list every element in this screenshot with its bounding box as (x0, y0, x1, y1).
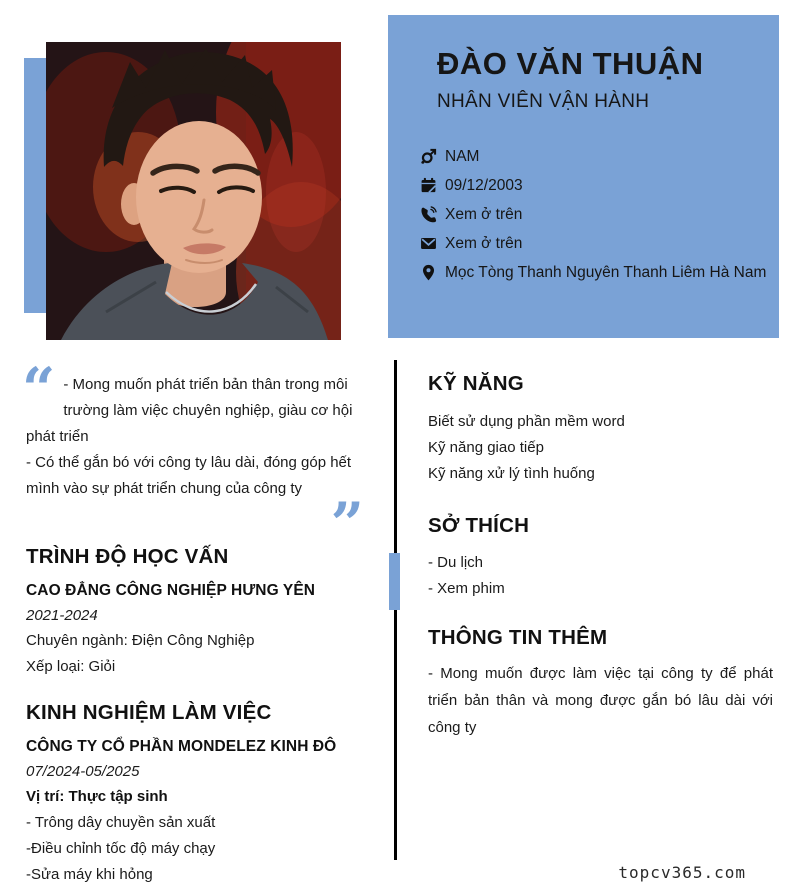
calendar-icon (420, 177, 437, 194)
additional-info-section (428, 626, 773, 741)
experience-duty-list (26, 810, 368, 888)
additional-info-text: - Mong muốn được làm việc tại công ty để phát triển bản thân và mong được gắn bó lâu dài với công ty (428, 665, 773, 736)
contact-email-text: Xem ở trên (445, 234, 523, 252)
experience-duty: -Sửa máy khi hỏng (26, 866, 153, 883)
contact-gender (420, 142, 771, 171)
right-column (428, 372, 773, 741)
skills-section (428, 372, 773, 487)
education-grade: Xếp loại: Giỏi (26, 658, 116, 675)
open-quote-icon: “ (22, 355, 56, 423)
hobby-item: - Xem phim (428, 580, 505, 597)
divider-accent-bar (389, 553, 400, 610)
experience-section (26, 701, 368, 888)
gender-icon (420, 148, 437, 165)
quote-line-1: - Mong muốn phát triển bản thân trong môi trường làm việc chuyên nghiệp, giàu cơ hội phát triển (26, 376, 353, 445)
location-icon (420, 264, 437, 281)
hobbies-list (428, 550, 773, 602)
profile-photo-illustration (46, 42, 341, 340)
experience-duty: - Trông dây chuyền sản xuất (26, 814, 216, 831)
person-name: ĐÀO VĂN THUẬN (437, 46, 704, 81)
contact-birthdate-text: 09/12/2003 (445, 176, 523, 194)
skill-item: Biết sử dụng phần mềm word (428, 413, 625, 430)
column-divider (394, 360, 397, 860)
skill-item: Kỹ năng xử lý tình huống (428, 465, 595, 482)
hobbies-heading: SỞ THÍCH (428, 514, 530, 537)
contact-birthdate (420, 171, 771, 200)
experience-heading: KINH NGHIỆM LÀM VIỆC (26, 701, 272, 724)
header-panel (388, 15, 779, 338)
education-heading: TRÌNH ĐỘ HỌC VẤN (26, 545, 229, 568)
job-title: NHÂN VIÊN VẬN HÀNH (437, 91, 650, 112)
contact-address (420, 258, 771, 287)
contact-phone-text: Xem ở trên (445, 205, 523, 223)
education-school: CAO ĐẲNG CÔNG NGHIỆP HƯNG YÊN (26, 582, 316, 599)
education-years: 2021-2024 (26, 607, 98, 624)
hobby-item: - Du lịch (428, 554, 484, 571)
education-section (26, 545, 368, 680)
experience-company: CÔNG TY CỔ PHẦN MONDELEZ KINH ĐÔ (26, 738, 337, 755)
contact-gender-text: NAM (445, 147, 480, 165)
education-major: Chuyên ngành: Điện Công Nghiệp (26, 632, 255, 649)
hobbies-section (428, 514, 773, 602)
quote-line-2: - Có thể gắn bó với công ty lâu dài, đóng góp hết mình vào sự phát triển chung của công ty (26, 454, 352, 497)
phone-icon (420, 206, 437, 223)
skills-list (428, 409, 773, 487)
watermark: topcv365.com (618, 863, 746, 882)
experience-position: Vị trí: Thực tập sinh (26, 788, 168, 805)
contact-email (420, 229, 771, 258)
contact-list (420, 142, 771, 287)
contact-address-text: Mọc Tòng Thanh Nguyên Thanh Liêm Hà Nam (445, 263, 767, 281)
email-icon (420, 235, 437, 252)
skill-item: Kỹ năng giao tiếp (428, 439, 544, 456)
experience-duty: -Điều chỉnh tốc độ máy chạy (26, 840, 216, 857)
experience-period: 07/2024-05/2025 (26, 763, 140, 780)
skills-heading: KỸ NĂNG (428, 372, 524, 395)
left-column (22, 355, 368, 888)
close-quote-icon: ” (330, 490, 364, 558)
contact-phone (420, 200, 771, 229)
additional-info-heading: THÔNG TIN THÊM (428, 626, 608, 649)
profile-photo (46, 42, 341, 340)
